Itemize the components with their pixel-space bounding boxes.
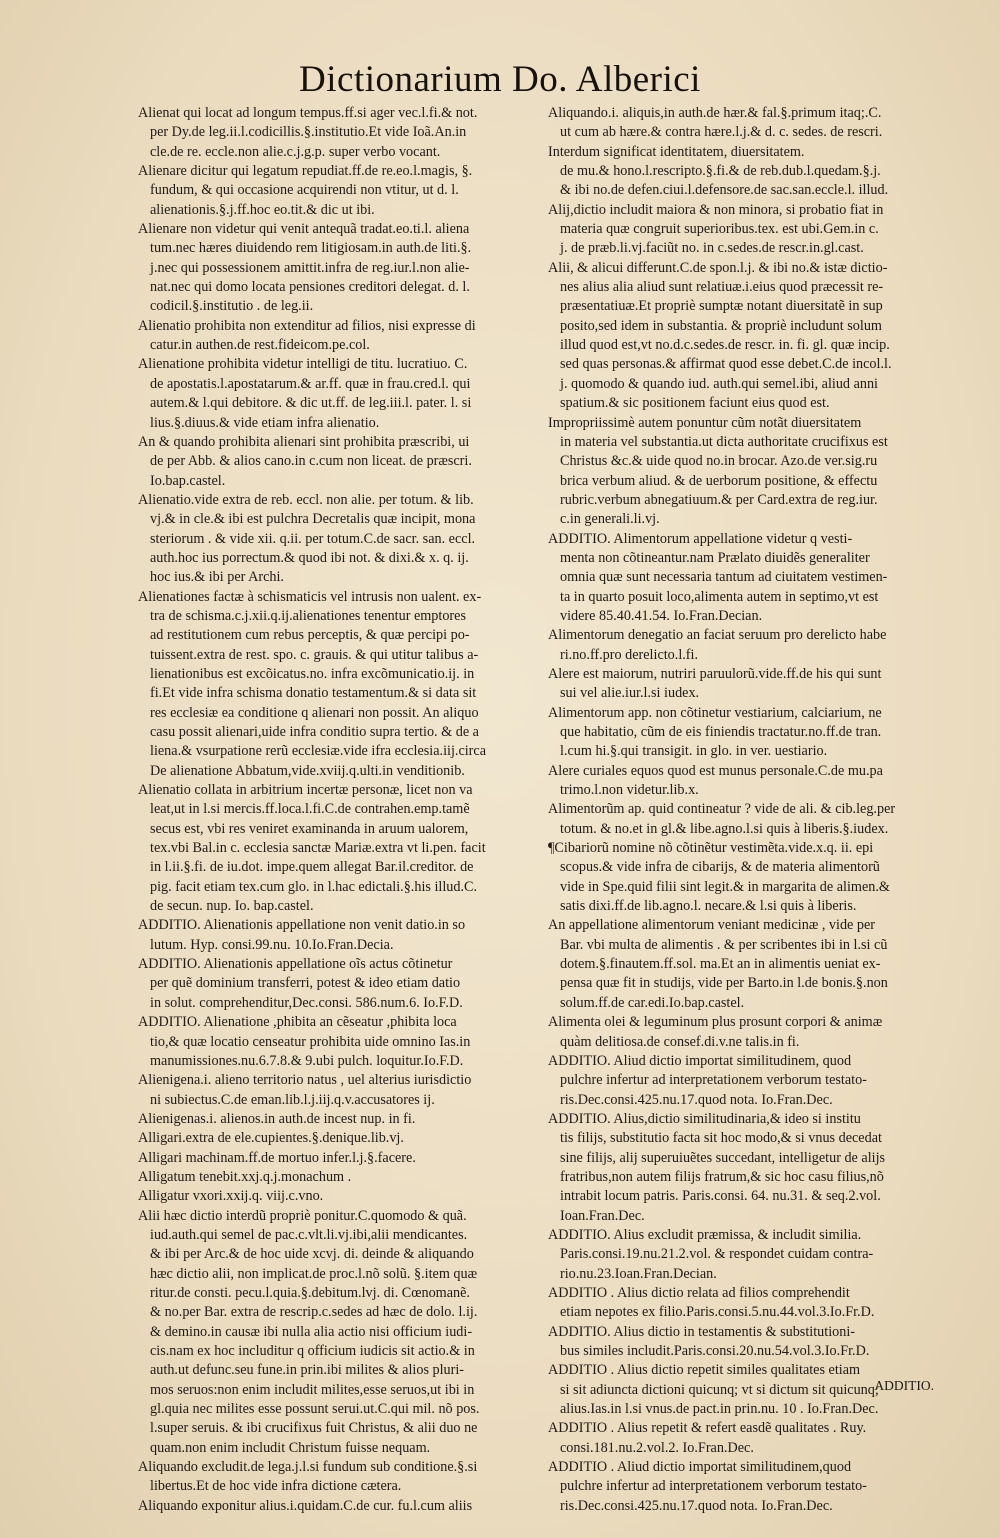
dictionary-entry: [138, 1110, 538, 1129]
dictionary-entry: [548, 259, 948, 414]
entry-line: ADDITIO. Aliud dictio importat similitudinem, quod: [548, 1052, 852, 1069]
entry-line: ADDITIO . Alius dictio repetit similes qualitates etiam: [548, 1362, 861, 1379]
entry-line: Alienat qui locat ad longum tempus.ff.si ager vec.l.fi.& not.: [138, 105, 478, 121]
entry-line: Alligatum tenebit.xxj.q.j.monachum .: [138, 1168, 352, 1185]
entry-line: tuissent.extra de rest. spo. c. grauis. & qui utitur talibus a-: [150, 646, 479, 663]
entry-line: tio,& quæ locatio censeatur prohibita uide omnino Ias.in: [150, 1033, 471, 1050]
entry-line: Alienatio collata in arbitrium incertæ personæ, licet non va: [138, 782, 473, 799]
entry-line: res ecclesiæ ea conditione q alienari non possit. An aliquo: [150, 704, 479, 721]
entry-line: menta non cõtineantur.nam Prælato diuidẽs generaliter: [560, 549, 870, 566]
addition-entry: [548, 1052, 948, 1110]
entry-line: j. quomodo & quando iud. auth.qui semel.ibi, aliud anni: [560, 375, 878, 392]
entry-line: vide in Spe.quid filii sint legit.& in margarita de alimen.&: [560, 878, 890, 895]
entry-line: Ioan.Fran.Dec.: [560, 1207, 645, 1224]
entry-line: illud quod est,vt no.d.c.sedes.de rescr. in. fi. gl. quæ incip.: [560, 337, 890, 354]
entry-line: Alienare non videtur qui venit antequã tradat.eo.ti.l. aliena: [138, 221, 470, 238]
dictionary-entry: [548, 414, 948, 530]
entry-line: pensa quæ fit in studijs, vide per Barto.in l.de bonis.§.non: [560, 975, 888, 992]
entry-line: si sit adiuncta dictioni quicunq; vt si dictum sit quicunq;: [560, 1381, 879, 1398]
entry-line: scopus.& vide infra de cibarijs, & de materia alimentorũ: [560, 859, 880, 876]
entry-line: etiam nepotes ex filio.Paris.consi.5.nu.44.vol.3.Io.Fr.D.: [560, 1304, 875, 1321]
entry-line: & ibi no.de defen.ciui.l.defensore.de sac.san.eccle.l. illud.: [560, 182, 889, 199]
entry-line: trimo.l.non videtur.lib.x.: [560, 782, 699, 799]
dictionary-entry: [138, 1497, 538, 1516]
addition-entry: [548, 1458, 948, 1516]
entry-line: Paris.consi.19.nu.21.2.vol. & respondet cuidam contra-: [560, 1246, 874, 1263]
entry-line: Bar. vbi multa de alimentis . & per scribentes ibi in l.si cũ: [560, 936, 888, 953]
entry-line: Alere curiales equos quod est munus personale.C.de mu.pa: [548, 762, 883, 779]
entry-line: Io.bap.castel.: [150, 472, 226, 489]
entry-line: de secun. nup. Io. bap.castel.: [150, 898, 314, 915]
entry-line: Alienatione prohibita videtur intelligi de titu. lucratiuo. C.: [138, 356, 468, 373]
left-column: [138, 104, 538, 1516]
entry-line: fi.Et vide infra schisma donatio testamentum.& si data sit: [150, 685, 477, 702]
entry-line: in l.ii.§.fi. de iu.dot. impe.quem allegat Bar.il.creditor. de: [150, 859, 474, 876]
entry-line: tra de schisma.c.j.xii.q.ij.alienationes tenentur emptores: [150, 607, 466, 624]
entry-line: Alligatur vxori.xxij.q. viij.c.vno.: [138, 1188, 324, 1205]
entry-line: Alere est maiorum, nutriri paruulorũ.vide.ff.de his qui sunt: [548, 665, 882, 682]
entry-line: Alienigena.i. alieno territorio natus , uel alterius iurisdictio: [138, 1072, 472, 1089]
dictionary-entry: [548, 916, 948, 1013]
entry-line: secus est, vbi res veniret examinanda in aruum ualorem,: [150, 820, 469, 837]
entry-line: Alligari machinam.ff.de mortuo infer.l.j.§.facere.: [138, 1149, 416, 1166]
dictionary-entry: [548, 704, 948, 762]
dictionary-entry: [138, 317, 538, 356]
entry-line: lienationibus est excõicatus.no. infra excõmunicatio.ij. in: [150, 665, 475, 682]
entry-line: pulchre infertur ad interpretationem verborum testato-: [560, 1072, 867, 1089]
dictionary-entry: [548, 1013, 948, 1052]
entry-line: brica verbum aliud. & de uerborum positione, & effectu: [560, 472, 878, 489]
entry-line: cis.nam ex hoc includitur q officium iudicis sit actio.& in: [150, 1343, 475, 1359]
entry-line: sed quas personas.& affirmat quod esse debet.C.de incol.l.: [560, 356, 892, 373]
entry-line: per quẽ dominium transferri, potest & ideo etiam datio: [150, 975, 461, 992]
entry-line: in materia vel substantia.ut dicta authoritate crucifixus est: [560, 433, 888, 450]
dictionary-entry: [138, 1149, 538, 1168]
entry-line: ritur.de consti. pecu.l.quia.§.debitum.lvj. di. Cœnomanẽ.: [150, 1284, 470, 1301]
entry-line: Alligari.extra de ele.cupientes.§.denique.lib.vj.: [138, 1130, 404, 1147]
entry-line: solum.ff.de car.edi.Io.bap.castel.: [560, 994, 745, 1011]
entry-line: fratribus,non autem filijs fratrum,& sic hoc casu filius,nõ: [560, 1168, 884, 1185]
entry-line: leat,ut in l.si mercis.ff.loca.l.fi.C.de contrahen.emp.tamẽ: [150, 801, 470, 818]
entry-line: autem.& l.qui debitore. & dic ut.ff. de leg.iii.l. pater. l. si: [150, 395, 472, 412]
entry-line: Aliquando excludit.de lega.j.l.si fundum sub conditione.§.si: [138, 1459, 478, 1476]
entry-line: Alimentorũm ap. quid contineatur ? vide de ali. & cib.leg.per: [548, 801, 896, 818]
entry-line: ut cum ab hære.& contra hære.l.j.& d. c. sedes. de rescri.: [560, 124, 883, 141]
entry-line: Alimentorum app. non cõtinetur vestiarium, calciarium, ne: [548, 704, 882, 721]
right-column: [548, 104, 948, 1516]
entry-line: An & quando prohibita alienari sint prohibita præscribi, ui: [138, 433, 470, 450]
addition-entry: [548, 530, 948, 627]
entry-line: rubric.verbum abnegatiuum.& per Card.extra de reg.iur.: [560, 491, 878, 508]
entry-line: Christus &c.& uide quod no.in brocar. Azo.de ver.sig.ru: [560, 453, 878, 470]
entry-line: ADDITIO. Alienationis appellatione non venit datio.in so: [138, 917, 466, 934]
addition-entry: [548, 1323, 948, 1362]
entry-line: Alienatio.vide extra de reb. eccl. non alie. per totum. & lib.: [138, 491, 474, 508]
entry-line: cle.de re. eccle.non alie.c.j.g.p. super verbo vocant.: [150, 143, 441, 160]
addition-entry: [548, 1419, 948, 1458]
dictionary-entry: [548, 626, 948, 665]
entry-line: rio.nu.23.Ioan.Fran.Decian.: [560, 1265, 717, 1282]
entry-line: pulchre infertur ad interpretationem verborum testato-: [560, 1478, 867, 1495]
entry-line: ris.Dec.consi.425.nu.17.quod nota. Io.Fran.Dec.: [560, 1497, 833, 1514]
entry-line: ris.Dec.consi.425.nu.17.quod nota. Io.Fran.Dec.: [560, 1091, 833, 1108]
entry-line: ni subiectus.C.de eman.lib.l.j.iij.q.v.accusatores ij.: [150, 1091, 435, 1108]
dictionary-entry: [138, 1168, 538, 1187]
dictionary-entry: [138, 433, 538, 491]
entry-line: que habitatio, cũm de eis finiendis tractatur.no.ff.de tran.: [560, 724, 882, 740]
entry-line: tis filijs, substitutio facta sit hoc modo,& si vnus decedat: [560, 1130, 882, 1147]
addition-entry: [138, 1013, 538, 1071]
dictionary-entry: [138, 491, 538, 588]
entry-line: fundum, & qui occasione acquirendi non vtitur, ut d. l.: [150, 182, 459, 199]
entry-line: de apostatis.l.apostatarum.& ar.ff. quæ in frau.cred.l. qui: [150, 375, 471, 392]
addition-entry: [138, 916, 538, 955]
entry-line: pig. facit etiam tex.cum glo. in l.hac edictali.§.his illud.C.: [150, 878, 478, 895]
entry-line: steriorum . & vide xii. q.ii. per totum.C.de sacr. san. eccl.: [150, 530, 476, 547]
entry-line: alius.Ias.in l.si vnus.de pact.in prin.nu. 10 . Io.Fran.Dec.: [560, 1401, 879, 1418]
entry-line: Alimenta olei & leguminum plus prosunt corpori & animæ: [548, 1014, 883, 1031]
addition-entry: [138, 955, 538, 1013]
entry-line: liena.& vsurpatione rerũ ecclesiæ.vide ifra ecclesia.iij.circa: [150, 743, 487, 760]
entry-line: De alienatione Abbatum,vide.xviij.q.ulti.in venditionib.: [150, 762, 465, 779]
entry-line: spatium.& sic positionem faciunt eius quod est.: [560, 395, 830, 412]
entry-line: gl.quia nec milites esse possunt serui.ut.C.qui mil. nõ pos.: [150, 1401, 480, 1418]
entry-line: alienationis.§.j.ff.hoc eo.tit.& dic ut ibi.: [150, 201, 375, 218]
dictionary-entry: [548, 104, 948, 143]
entry-line: & no.per Bar. extra de rescrip.c.sedes ad hæc de dolo. l.ij.: [150, 1304, 478, 1321]
entry-line: sui vel alie.iur.l.si iudex.: [560, 685, 700, 702]
entry-line: ADDITIO . Aliud dictio importat similitudinem,quod: [548, 1459, 852, 1476]
entry-line: manumissiones.nu.6.7.8.& 9.ubi pulch. loquitur.Io.F.D.: [150, 1052, 464, 1069]
dictionary-entry: [138, 1207, 538, 1458]
entry-line: Alii hæc dictio interdũ propriè ponitur.C.quomodo & quã.: [138, 1207, 467, 1224]
entry-line: ADDITIO. Alimentorum appellatione videtur q vesti-: [548, 530, 853, 547]
dictionary-entry: [138, 1129, 538, 1148]
entry-line: nat.nec qui domo locata pensiones creditori delegat. d. l.: [150, 279, 470, 296]
addition-entry: [548, 1226, 948, 1284]
dictionary-entry: [138, 1187, 538, 1206]
running-header: Dictionarium Do. Alberici: [299, 59, 701, 100]
dictionary-entry: [548, 839, 948, 916]
entry-line: mos seruos:non enim includit milites,esse seruos,ut ibi in: [150, 1381, 475, 1398]
catchword: ADDITIO.: [874, 1378, 934, 1393]
dictionary-entry: [548, 143, 948, 201]
entry-line: quàm delitiosa.de consef.di.v.ne talis.in fi.: [560, 1033, 800, 1050]
entry-line: ADDITIO. Alius,dictio similitudinaria,& ideo si institu: [548, 1110, 861, 1127]
entry-line: An appellatione alimentorum veniant medicinæ , vide per: [548, 917, 876, 934]
entry-line: in solut. comprehenditur,Dec.consi. 586.num.6. Io.F.D.: [150, 994, 463, 1011]
entry-line: præsentatiuæ.Et propriè sumptæ notant diuersitatẽ in sup: [560, 298, 883, 315]
entry-line: auth.hoc ius porrectum.& quod ibi not. & dixi.& x. q. ij.: [150, 549, 469, 566]
entry-line: Aliquando exponitur alius.i.quidam.C.de cur. fu.l.cum aliis: [138, 1497, 473, 1514]
entry-line: posito,sed idem in substantia. & propriè includunt solum: [560, 317, 882, 334]
entry-line: Alii, & alicui differunt.C.de spon.l.j. & ibi no.& istæ dictio-: [548, 259, 888, 276]
entry-line: Alienationes factæ à schismaticis vel intrusis non ualent. ex-: [138, 588, 482, 605]
entry-line: codicil.§.institutio . de leg.ii.: [150, 298, 314, 315]
dictionary-entry: [548, 800, 948, 839]
entry-line: videre 85.40.41.54. Io.Fran.Decian.: [560, 607, 763, 624]
entry-line: libertus.Et de hoc vide infra dictione cætera.: [150, 1478, 402, 1495]
entry-line: Alienatio prohibita non extenditur ad filios, nisi expresse di: [138, 317, 476, 334]
entry-line: l.cum hi.§.qui transigit. in glo. in ver. uestiario.: [560, 743, 828, 760]
addition-entry: [548, 1110, 948, 1226]
entry-line: Alimentorum denegatio an faciat seruum pro derelicto habe: [548, 627, 887, 644]
entry-line: intrabit locum patris. Paris.consi. 64. nu.31. & seq.2.vol.: [560, 1188, 881, 1205]
entry-line: Interdum significat identitatem, diuersitatem.: [548, 143, 805, 160]
entry-line: totum. & no.et in gl.& libe.agno.l.si quis à liberis.§.iudex.: [560, 820, 889, 837]
entry-line: l.super seruis. & ibi crucifixus fuit Christus, & alii duo ne: [150, 1420, 478, 1437]
dictionary-entry: [138, 355, 538, 432]
dictionary-entry: [138, 781, 538, 916]
entry-line: casu possit alienari,uide infra conditio supra tertio. & de a: [150, 724, 479, 740]
entry-line: ¶Cibariorũ nomine nõ cõtinẽtur vestimẽta.vide.x.q. ii. epi: [548, 840, 874, 857]
entry-line: nes alius alia aliud sunt relatiuæ.i.eius quod præcessit re-: [560, 279, 884, 296]
entry-line: j.nec qui possessionem amittit.infra de reg.iur.l.non alie-: [150, 259, 470, 276]
entry-line: tex.vbi Bal.in c. ecclesia sanctæ Mariæ.extra vt li.pen. facit: [150, 840, 486, 857]
entry-line: iud.auth.qui semel de pac.c.vlt.li.vj.ibi,alii mendicantes.: [150, 1226, 468, 1243]
entry-line: bus similes includit.Paris.consi.20.nu.54.vol.3.Io.Fr.D.: [560, 1343, 870, 1359]
entry-line: ri.no.ff.pro derelicto.l.fi.: [560, 646, 699, 663]
entry-line: ADDITIO . Alius repetit & refert easdẽ qualitates . Ruy.: [548, 1420, 867, 1437]
entry-line: omnia quæ sunt necessaria tantum ad ciuitatem vestimen-: [560, 569, 888, 586]
entry-line: materia quæ congruit superioribus.tex. est ubi.Gem.in c.: [560, 221, 879, 238]
entry-line: de mu.& hono.l.rescripto.§.fi.& de reb.dub.l.quedam.§.j.: [560, 163, 881, 180]
dictionary-entry: [138, 1458, 538, 1497]
entry-line: auth.ut defunc.seu fune.in prin.ibi milites & alios pluri-: [150, 1362, 465, 1379]
entry-line: & demino.in causæ ibi nulla alia actio nisi officium iudi-: [150, 1323, 473, 1340]
entry-line: c.in generali.li.vj.: [560, 511, 660, 528]
entry-line: Impropriissimè autem ponuntur cũm notãt diuersitatem: [548, 414, 862, 431]
entry-line: ADDITIO. Alius excludit præmissa, & includit similia.: [548, 1226, 862, 1243]
dictionary-entry: [548, 665, 948, 704]
entry-line: ADDITIO . Alius dictio relata ad filios comprehendit: [548, 1284, 850, 1301]
entry-line: satis dixi.ff.de lib.agno.l. necare.& l.si quis à liberis.: [560, 898, 857, 915]
addition-entry: [548, 1284, 948, 1323]
entry-line: Alienigenas.i. alienos.in auth.de incest nup. in fi.: [138, 1110, 416, 1127]
entry-line: ADDITIO. Alienatione ,phibita an cẽseatur ,phibita loca: [138, 1014, 457, 1031]
entry-line: Aliquando.i. aliquis,in auth.de hær.& fal.§.primum itaq;.C.: [548, 105, 882, 121]
entry-line: Alienare dicitur qui legatum repudiat.ff.de re.eo.l.magis, §.: [138, 163, 473, 180]
entry-line: quam.non enim includit Christum fuisse nequam.: [150, 1439, 431, 1456]
entry-line: lutum. Hyp. consi.99.nu. 10.Io.Fran.Decia.: [150, 936, 394, 953]
dictionary-entry: [138, 220, 538, 317]
dictionary-entry: [548, 762, 948, 801]
dictionary-entry: [138, 104, 538, 162]
entry-line: lius.§.diuus.& vide etiam infra alienatio.: [150, 414, 380, 431]
entry-line: vj.& in cle.& ibi est pulchra Decretalis quæ incipit, mona: [150, 511, 476, 528]
entry-line: hæc dictio alii, non implicat.de proc.l.nõ solũ. §.item quæ: [150, 1265, 478, 1282]
entry-line: hoc ius.& ibi per Archi.: [150, 569, 284, 586]
entry-line: de per Abb. & alios cano.in c.cum non liceat. de præscri.: [150, 453, 472, 470]
entry-line: ADDITIO. Alienationis appellatione oĩs actus cõtinetur: [138, 956, 453, 973]
entry-line: ad restitutionem cum rebus perceptis, & quæ percipi po-: [150, 627, 470, 644]
entry-line: dotem.§.finautem.ff.sol. ma.Et an in alimentis ueniat ex-: [560, 956, 881, 973]
entry-line: & ibi per Arc.& de hoc uide xcvj. di. deinde & aliquando: [150, 1246, 474, 1263]
dictionary-entry: [138, 588, 538, 781]
entry-line: consi.181.nu.2.vol.2. Io.Fran.Dec.: [560, 1439, 754, 1456]
entry-line: catur.in authen.de rest.fideicom.pe.col.: [150, 337, 370, 354]
entry-line: ADDITIO. Alius dictio in testamentis & substitutioni-: [548, 1323, 855, 1340]
entry-line: sine filijs, alij superuiuẽtes succedant, intelligetur de alijs: [560, 1149, 886, 1166]
dictionary-entry: [138, 1071, 538, 1110]
entry-line: j. de præb.li.vj.faciũt no. in c.sedes.de rescr.in.gl.cast.: [560, 240, 864, 257]
entry-line: tum.nec hæres diuidendo rem litigiosam.in auth.de liti.§.: [150, 240, 472, 257]
entry-line: per Dy.de leg.ii.l.codicillis.§.institutio.Et vide Ioã.An.in: [150, 124, 467, 141]
dictionary-entry: [548, 201, 948, 259]
entry-line: Alij,dictio includit maiora & non minora, si probatio fiat in: [548, 201, 884, 218]
entry-line: ta in quarto posuit loco,alimenta autem in septimo,vt est: [560, 588, 879, 605]
dictionary-entry: [138, 162, 538, 220]
